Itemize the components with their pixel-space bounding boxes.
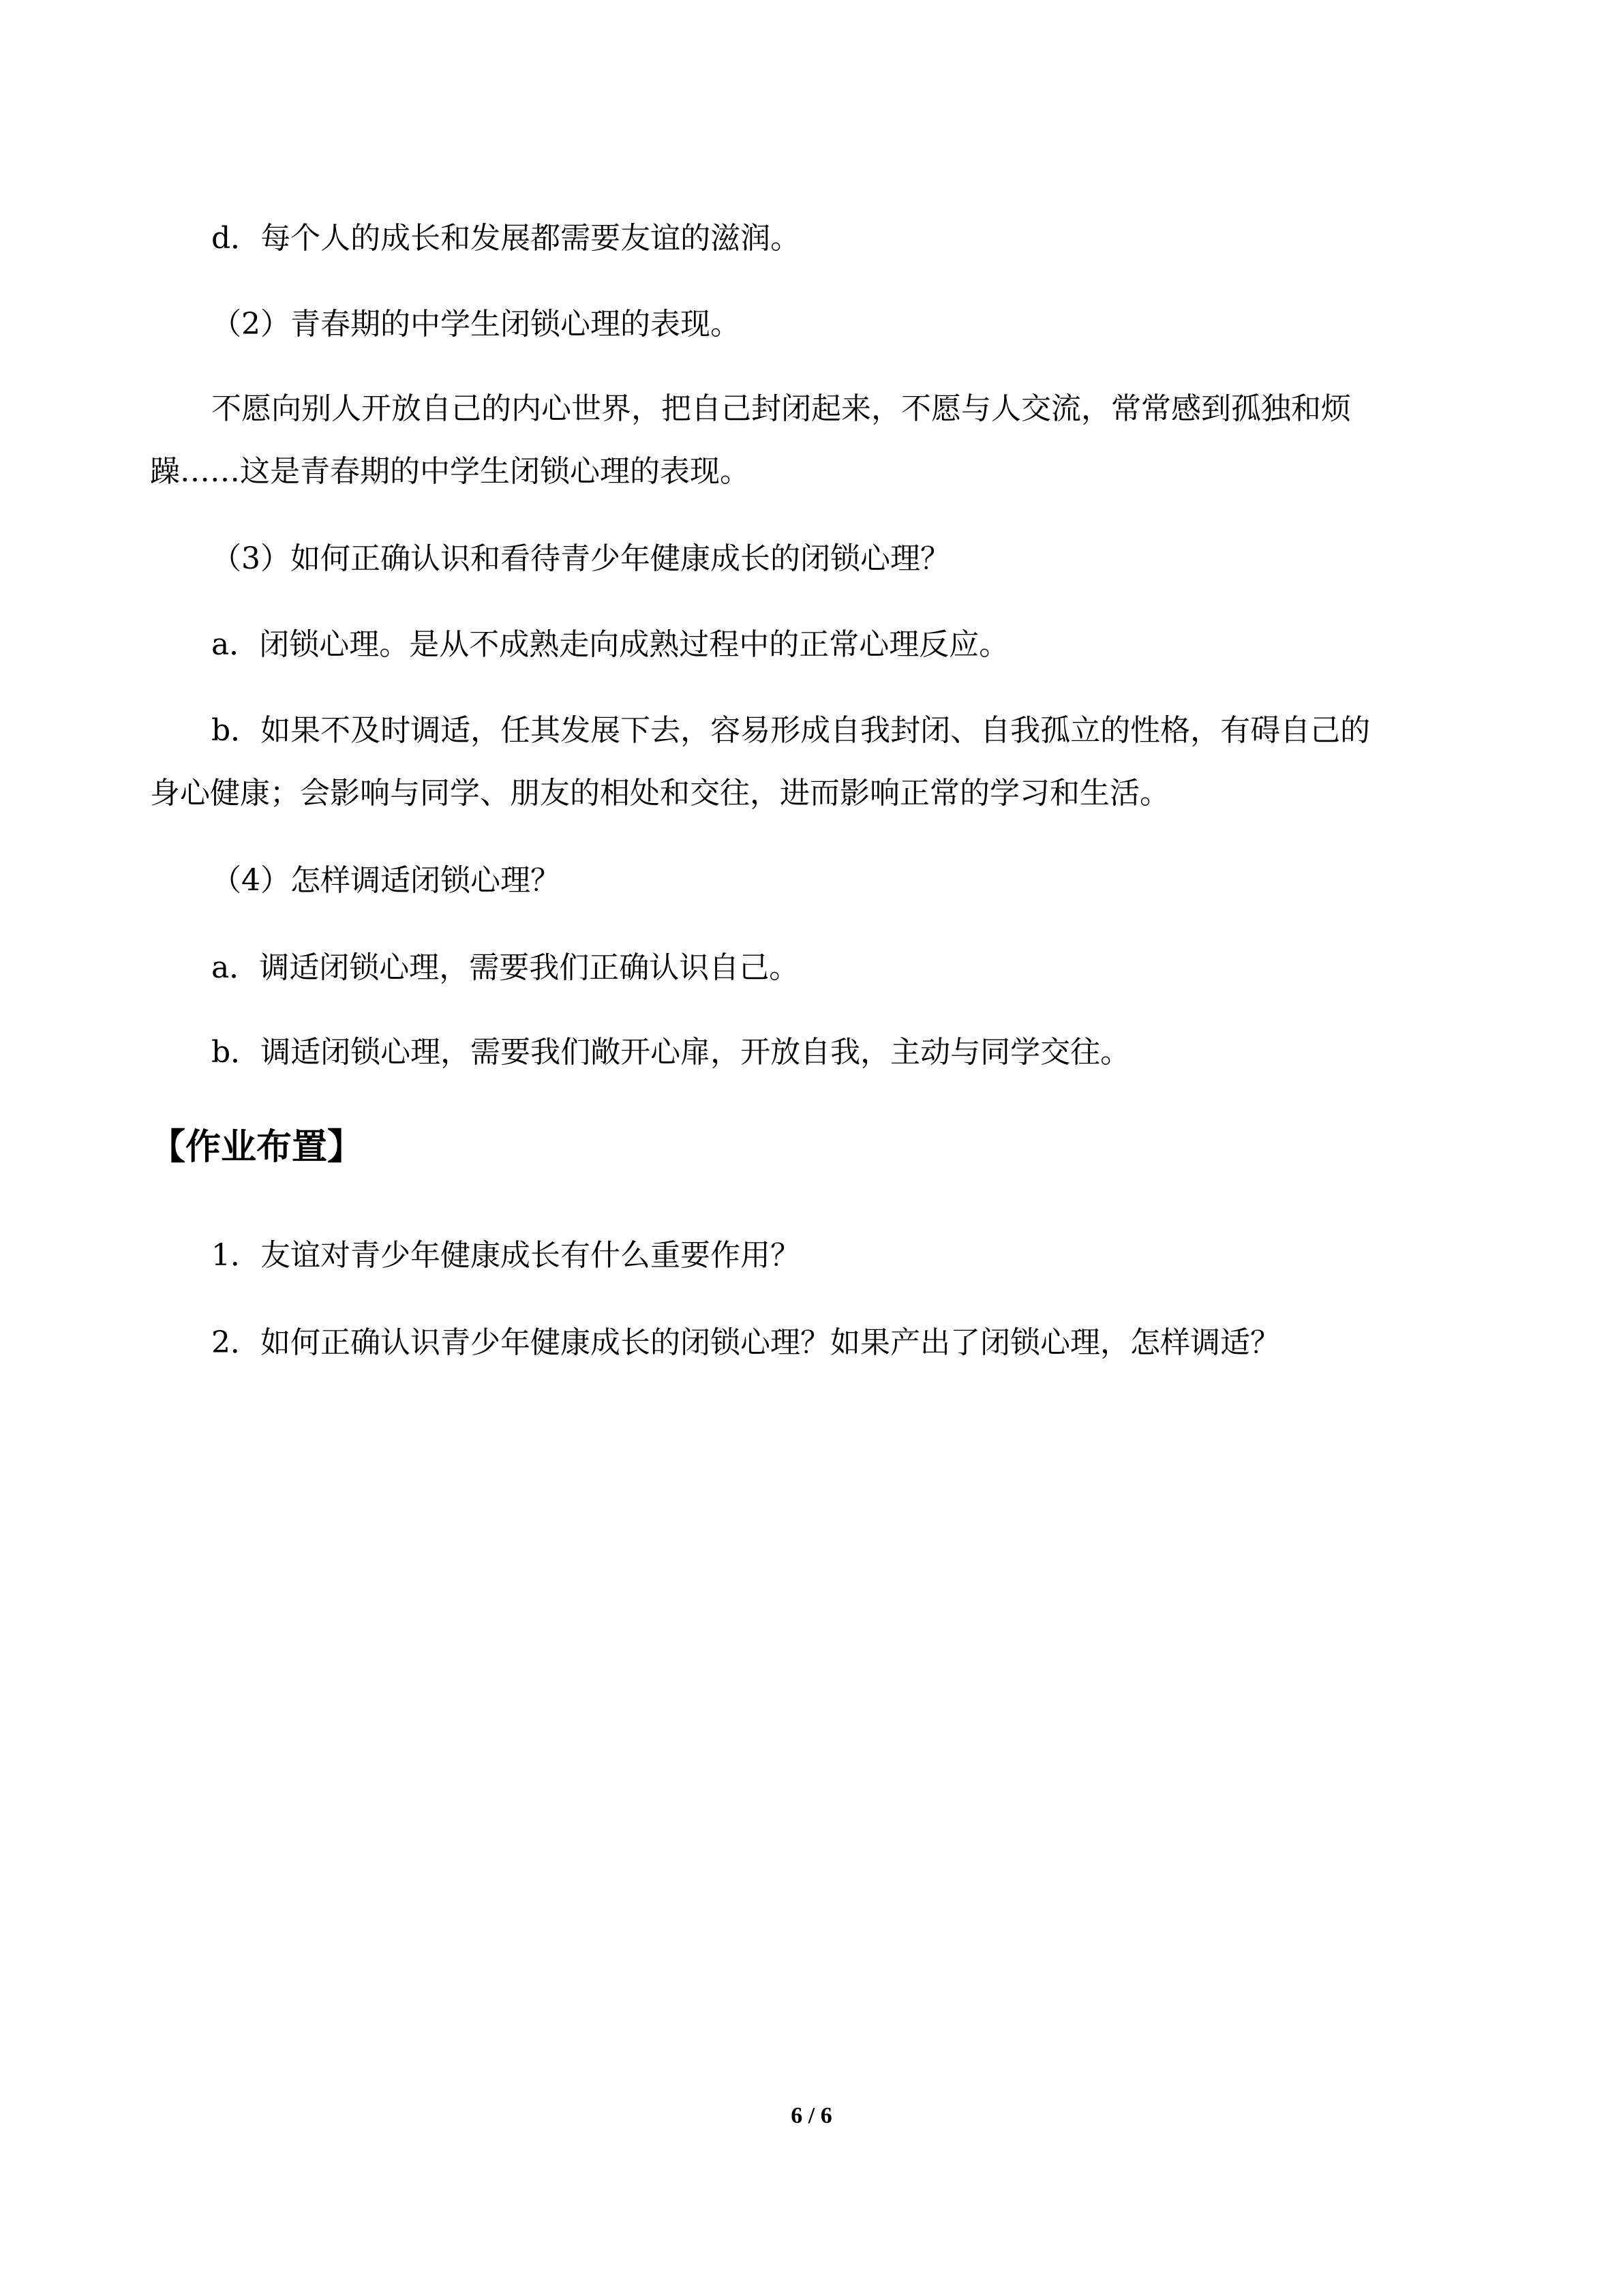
page-number: 6 / 6 — [791, 2103, 832, 2128]
paragraph-adjust-open-up: b．调适闭锁心理，需要我们敞开心扉，开放自我，主动与同学交往。 — [211, 1035, 1131, 1070]
paragraph-section-2-title: （2）青春期的中学生闭锁心理的表现。 — [211, 307, 740, 342]
homework-question-2: 2．如何正确认识青少年健康成长的闭锁心理？如果产出了闭锁心理，怎样调适？ — [211, 1325, 1280, 1360]
homework-heading: 【作业布置】 — [150, 1127, 363, 1168]
paragraph-section-4-title: （4）怎样调适闭锁心理？ — [211, 863, 560, 898]
paragraph-friendship-growth: d．每个人的成长和发展都需要友谊的滋润。 — [211, 221, 801, 256]
homework-question-1: 1．友谊对青少年健康成长有什么重要作用？ — [211, 1238, 800, 1273]
paragraph-item-b-line1: b．如果不及时调适，任其发展下去，容易形成自我封闭、自我孤立的性格，有碍自己的 — [211, 713, 1371, 748]
paragraph-item-b-line2: 身心健康；会影响与同学、朋友的相处和交往，进而影响正常的学习和生活。 — [150, 776, 1170, 811]
paragraph-closed-mind-line1: 不愿向别人开放自己的内心世界，把自己封闭起来，不愿与人交流，常常感到孤独和烦 — [211, 391, 1351, 426]
paragraph-adjust-know-self: a．调适闭锁心理，需要我们正确认识自己。 — [211, 950, 800, 985]
paragraph-item-a-normal-response: a．闭锁心理。是从不成熟走向成熟过程中的正常心理反应。 — [211, 627, 1010, 662]
paragraph-section-3-title: （3）如何正确认识和看待青少年健康成长的闭锁心理？ — [211, 541, 950, 576]
paragraph-closed-mind-line2: 躁……这是青春期的中学生闭锁心理的表现。 — [150, 454, 750, 489]
